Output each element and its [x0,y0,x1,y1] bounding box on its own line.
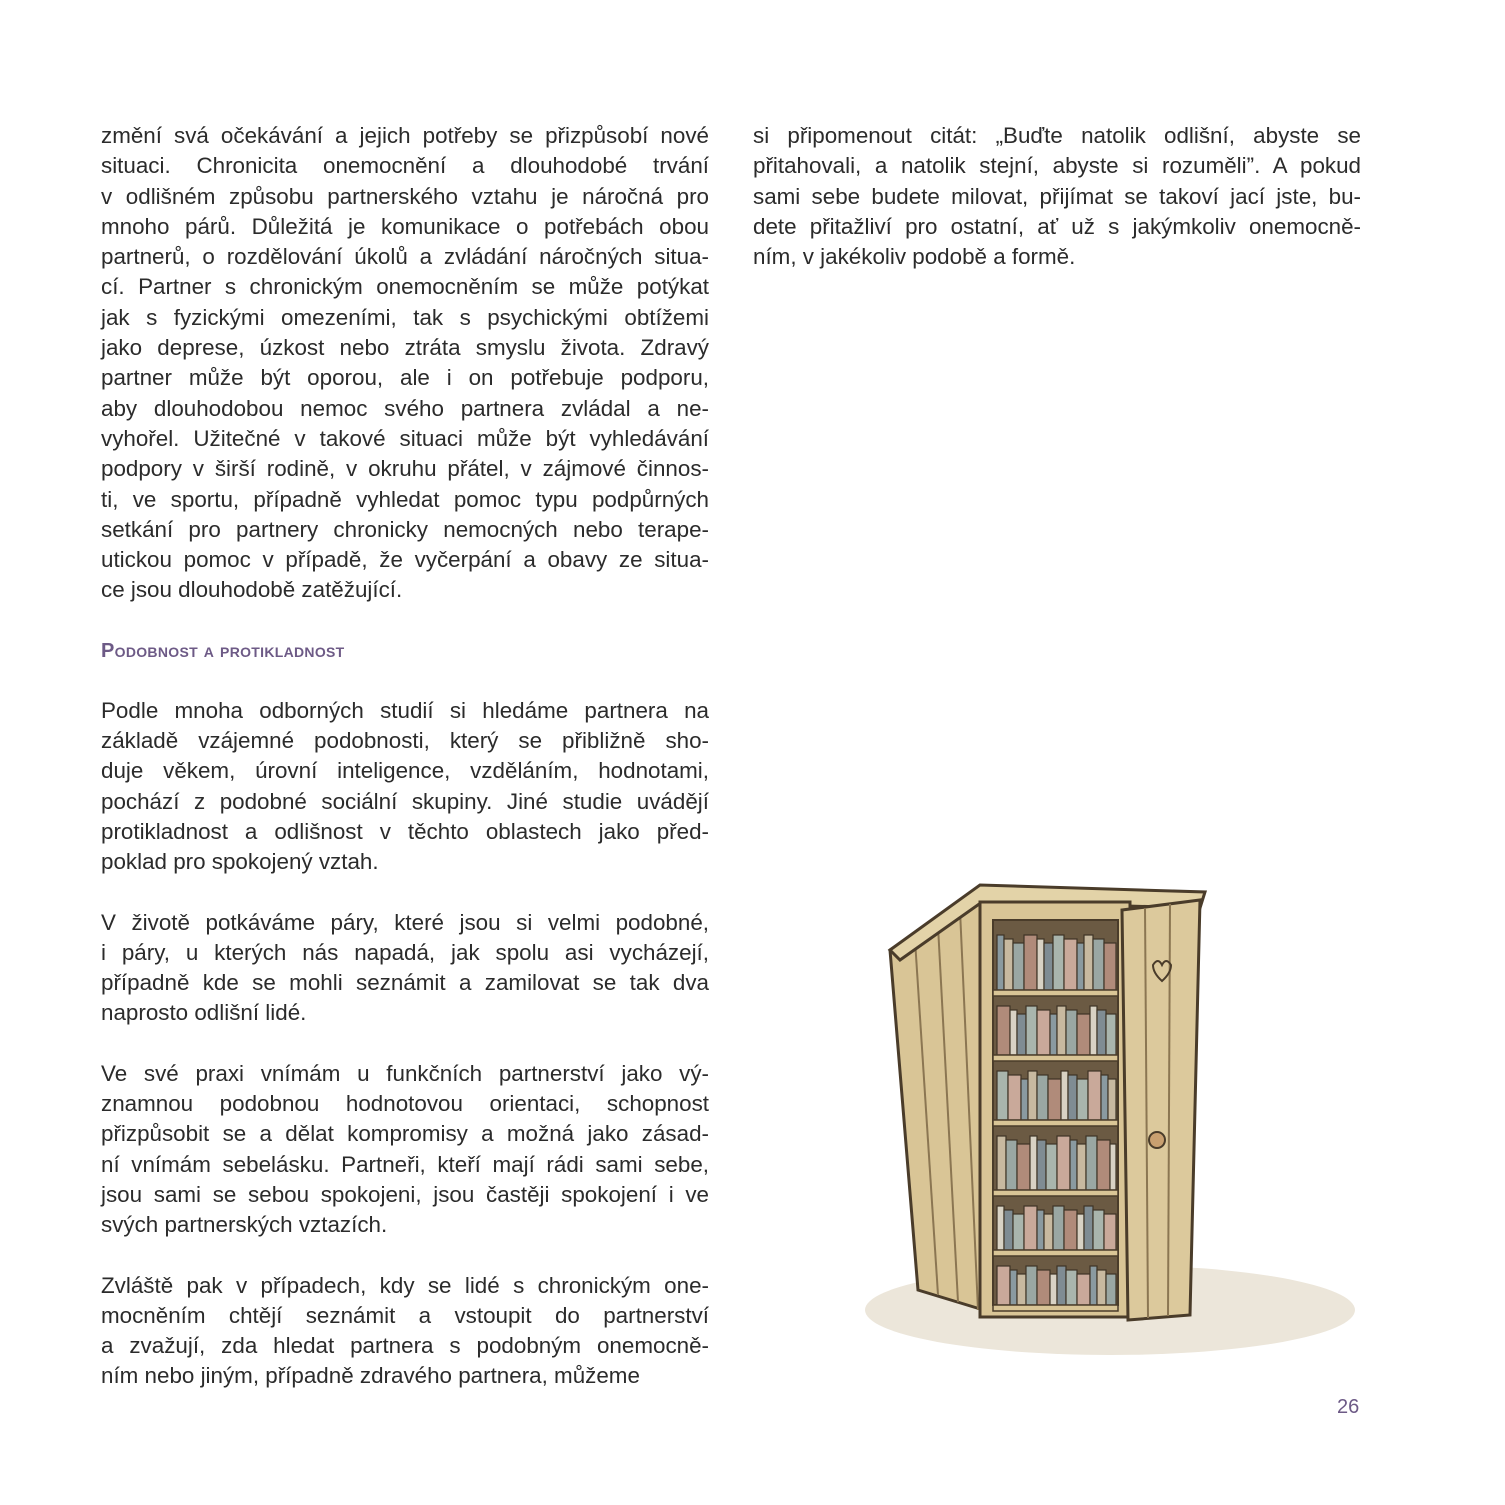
book [1068,1075,1077,1120]
shelf [993,1190,1118,1196]
text-line: jsou sami se sebou spokojeni, jsou častěji spokojení i ve [101,1181,709,1207]
text-line: v odlišném způsobu partnerského vztahu je náročná pro [101,183,709,209]
text-line: případně kde se mohli seznámit a zamilovat se tak dva [101,970,709,996]
book [1088,1071,1101,1120]
book [1101,1075,1108,1120]
book [1037,1010,1050,1055]
section-heading: Podobnost a protikladnost [101,639,345,662]
book [1077,1144,1086,1190]
book [1037,1270,1050,1305]
text-line: svých partnerských vztazích. [101,1212,388,1238]
book [1064,1210,1077,1250]
text-line: přizpůsobit se a dělat kompromisy a možná jako zásad- [101,1121,709,1147]
shelf [993,990,1118,996]
book [1004,1210,1013,1250]
book [997,1071,1008,1120]
book [1026,1266,1037,1305]
book [1017,1274,1026,1305]
book [1077,1014,1090,1055]
book [1026,1006,1037,1055]
text-line: pochází z podobné sociální skupiny. Jiné studie uvádějí [101,788,709,814]
book [1104,943,1116,990]
text-line: aby dlouhodobou nemoc svého partnera zvládal a ne- [101,395,709,421]
text-line: situaci. Chronicita onemocnění a dlouhodobé trvání [101,153,709,179]
book [1097,1010,1106,1055]
book [997,1266,1010,1305]
text-line: vyhořel. Užitečné v takové situaci může být vyhledávání [101,425,709,451]
book [1057,1006,1066,1055]
book [1010,1010,1017,1055]
book [1084,935,1093,990]
text-line: sami sebe budete milovat, přijímat se takoví jací jste, bu- [753,183,1361,209]
left-column [101,121,709,1392]
paragraph-couples [101,908,709,1029]
book [1010,1270,1017,1305]
book [1064,939,1077,990]
text-line: utickou pomoc v případě, že vyčerpání a obavy ze situa- [101,547,709,573]
page-number: 26 [1337,1396,1360,1418]
text-line: podpory v širší rodině, v okruhu přátel, v zájmové činnos- [101,456,709,482]
text-line: jako deprese, úzkost nebo ztráta smyslu života. Zdravý [101,335,709,361]
shelf [993,1250,1118,1256]
text-line: ní vnímám sebelásku. Partneři, kteří mají rádi sami sebe, [101,1151,709,1177]
book [1053,935,1064,990]
door-knob [1149,1132,1165,1148]
text-line: mocněním chtějí seznámit a vstoupit do partnerství [101,1302,709,1328]
book [1044,943,1053,990]
book [1057,1266,1066,1305]
book [1106,1274,1116,1305]
text-line: duje věkem, úrovní inteligence, vzděláním, hodnotami, [101,758,709,784]
shelf [993,1120,1118,1126]
book [1037,1140,1046,1190]
book [1050,1014,1057,1055]
text-line: dete přitažliví pro ostatní, ať už s jakýmkoliv onemocně- [753,213,1361,239]
book [997,1006,1010,1055]
paragraph-practice [101,1059,709,1241]
text-line: ce jsou dlouhodobě zatěžující. [101,577,403,603]
book [1093,1210,1104,1250]
text-line: základě vzájemné podobnosti, který se přibližně sho- [101,728,709,754]
shelf [993,1305,1118,1311]
paragraph-similarity-studies [101,696,709,878]
book [1013,943,1024,990]
book [1066,1270,1077,1305]
paragraph-chronic-illness-dating [101,1271,709,1392]
book [1046,1144,1057,1190]
book [1061,1071,1068,1120]
book [1037,1210,1044,1250]
text-line: ním, v jakékoliv podobě a formě. [753,244,1076,270]
text-line: poklad pro spokojený vztah. [101,849,379,875]
text-line: a zvažují, zda hledat partnera s podobným onemocně- [101,1333,709,1359]
book [1066,1010,1077,1055]
text-line: znamnou podobnou hodnotovou orientaci, schopnost [101,1091,709,1117]
text-line: setkání pro partnery chronicky nemocných nebo terape- [101,516,709,542]
bookcase-illustration [860,870,1380,1370]
book [1037,939,1044,990]
book [1048,1079,1061,1120]
book [997,935,1004,990]
text-line: si připomenout citát: „Buďte natolik odlišní, abyste se [753,123,1361,148]
book [1004,939,1013,990]
text-line: naprosto odlišní lidé. [101,1000,307,1026]
book [1008,1075,1021,1120]
book [1017,1014,1026,1055]
book [1108,1079,1116,1120]
book [1104,1214,1116,1250]
book [1086,1136,1097,1190]
book [997,1136,1006,1190]
book [1057,1136,1070,1190]
book [1106,1014,1116,1055]
paragraph-chronicity [101,121,709,606]
text-line: Ve své praxi vnímám u funkčních partnerství jako vý- [101,1060,709,1086]
text-line: cí. Partner s chronickým onemocněním se může potýkat [101,274,709,300]
text-line: protikladnost a odlišnost v těchto oblastech jako před- [101,818,709,844]
book [1090,1006,1097,1055]
text-line: Podle mnoha odborných studií si hledáme partnera na [101,697,709,723]
book [1093,939,1104,990]
book [1077,1079,1088,1120]
book [1024,935,1037,990]
book [1097,1140,1110,1190]
book [1077,1274,1090,1305]
book [1021,1079,1028,1120]
book [1044,1214,1053,1250]
book [1028,1071,1037,1120]
book [1090,1266,1097,1305]
text-line: mnoho párů. Důležitá je komunikace o potřebách obou [101,213,709,239]
text-line: ti, ve sportu, případně vyhledat pomoc typu podpůrných [101,486,709,512]
text-line: Zvláště pak v případech, kdy se lidé s chronickým one- [101,1272,709,1298]
book [1070,1140,1077,1190]
book [1013,1214,1024,1250]
book [997,1206,1004,1250]
text-line: přitahovali, a natolik stejní, abyste si rozuměli”. A pokud [753,153,1361,179]
book [1053,1206,1064,1250]
book [1030,1136,1037,1190]
book [1077,943,1084,990]
book [1037,1075,1048,1120]
book [1084,1206,1093,1250]
text-line: partner může být oporou, ale i on potřebuje podporu, [101,365,709,391]
book [1006,1140,1017,1190]
book [1050,1274,1057,1305]
book [1110,1144,1116,1190]
book [1024,1206,1037,1250]
text-line: partnerů, o rozdělování úkolů a zvládání náročných situa- [101,244,709,270]
bookcase-shelves [993,935,1118,1311]
text-line: i páry, u kterých nás napadá, jak spolu asi vycházejí, [101,939,709,965]
book [1017,1144,1030,1190]
text-line: ním nebo jiným, případně zdravého partnera, můžeme [101,1363,640,1389]
book [1077,1214,1084,1250]
right-column [753,121,1361,272]
text-line: změní svá očekávání a jejich potřeby se přizpůsobí nové [101,123,709,148]
book [1097,1270,1106,1305]
text-line: V životě potkáváme páry, které jsou si velmi podobné, [101,909,709,935]
paragraph-quote [753,121,1361,272]
text-line: jak s fyzickými omezeními, tak s psychickými obtížemi [101,304,709,330]
shelf [993,1055,1118,1061]
